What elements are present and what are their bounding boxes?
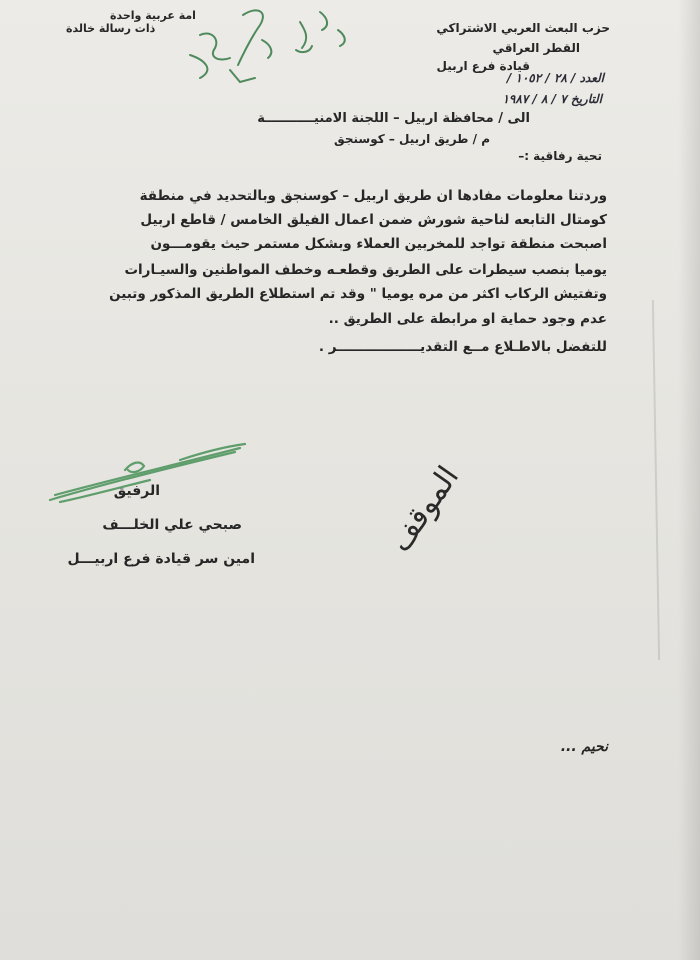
handwritten-green-notes <box>0 0 700 120</box>
party-name: حزب البعث العربي الاشتراكي <box>436 21 610 35</box>
subject-line: م / طريق اربيل – كوسنجق <box>334 132 490 146</box>
paper-fold <box>652 300 660 660</box>
recipient-line: الى / محافظة اربيل – اللجنة الامنيـــــــــــة <box>257 111 530 126</box>
body-line-1: وردتنا معلومات مفادها ان طريق اربيل – كوسنجق وبالتحديد في منطقة <box>139 188 607 204</box>
region-name: القطر العراقي <box>492 41 580 55</box>
green-signature <box>40 440 300 510</box>
signatory-title: الرفيق <box>113 483 160 499</box>
body-line-5: وتفتيش الركاب اكثر من مره يوميا " وقد تم استطلاع الطريق المذكور وتبين <box>109 286 607 302</box>
body-line-2: كومتال التابعه لناحية شورش ضمن اعمال الفيلق الخامس / قاطع اربيل <box>140 212 607 228</box>
document-date: التاريخ ٧ / ٨ / ١٩٨٧ <box>502 92 602 106</box>
body-line-3: اصبحت منطقة تواجد للمخربين العملاء وبشكل مستمر حيث يقومـــون <box>150 236 607 252</box>
closing-line: للتفضل بالاطـلاع مــع التقديــــــــــــــــــر . <box>318 339 607 355</box>
signatory-position: امين سر قيادة فرع اربيـــل <box>67 551 255 567</box>
motto-line-1: امة عربية واحدة <box>110 9 196 22</box>
page-edge-shadow <box>678 0 700 960</box>
document-number: العدد / ٢٨ / ١٠٥٢ / <box>506 71 604 85</box>
body-line-6: عدم وجود حماية او مرابطة على الطريق .. <box>328 311 607 327</box>
handwritten-annotation: الموقف <box>382 459 467 559</box>
footer-note: نحيم ... <box>560 739 608 755</box>
branch-name: قيادة فرع اربيل <box>436 59 530 73</box>
motto-line-2: ذات رسالة خالدة <box>66 22 156 35</box>
greeting: تحية رفاقية :– <box>518 149 602 163</box>
signatory-name: صبحي علي الخلـــف <box>102 517 242 533</box>
body-line-4: يوميا بنصب سيطرات على الطريق وقطعـه وخطف المواطنين والسيـارات <box>124 262 607 278</box>
